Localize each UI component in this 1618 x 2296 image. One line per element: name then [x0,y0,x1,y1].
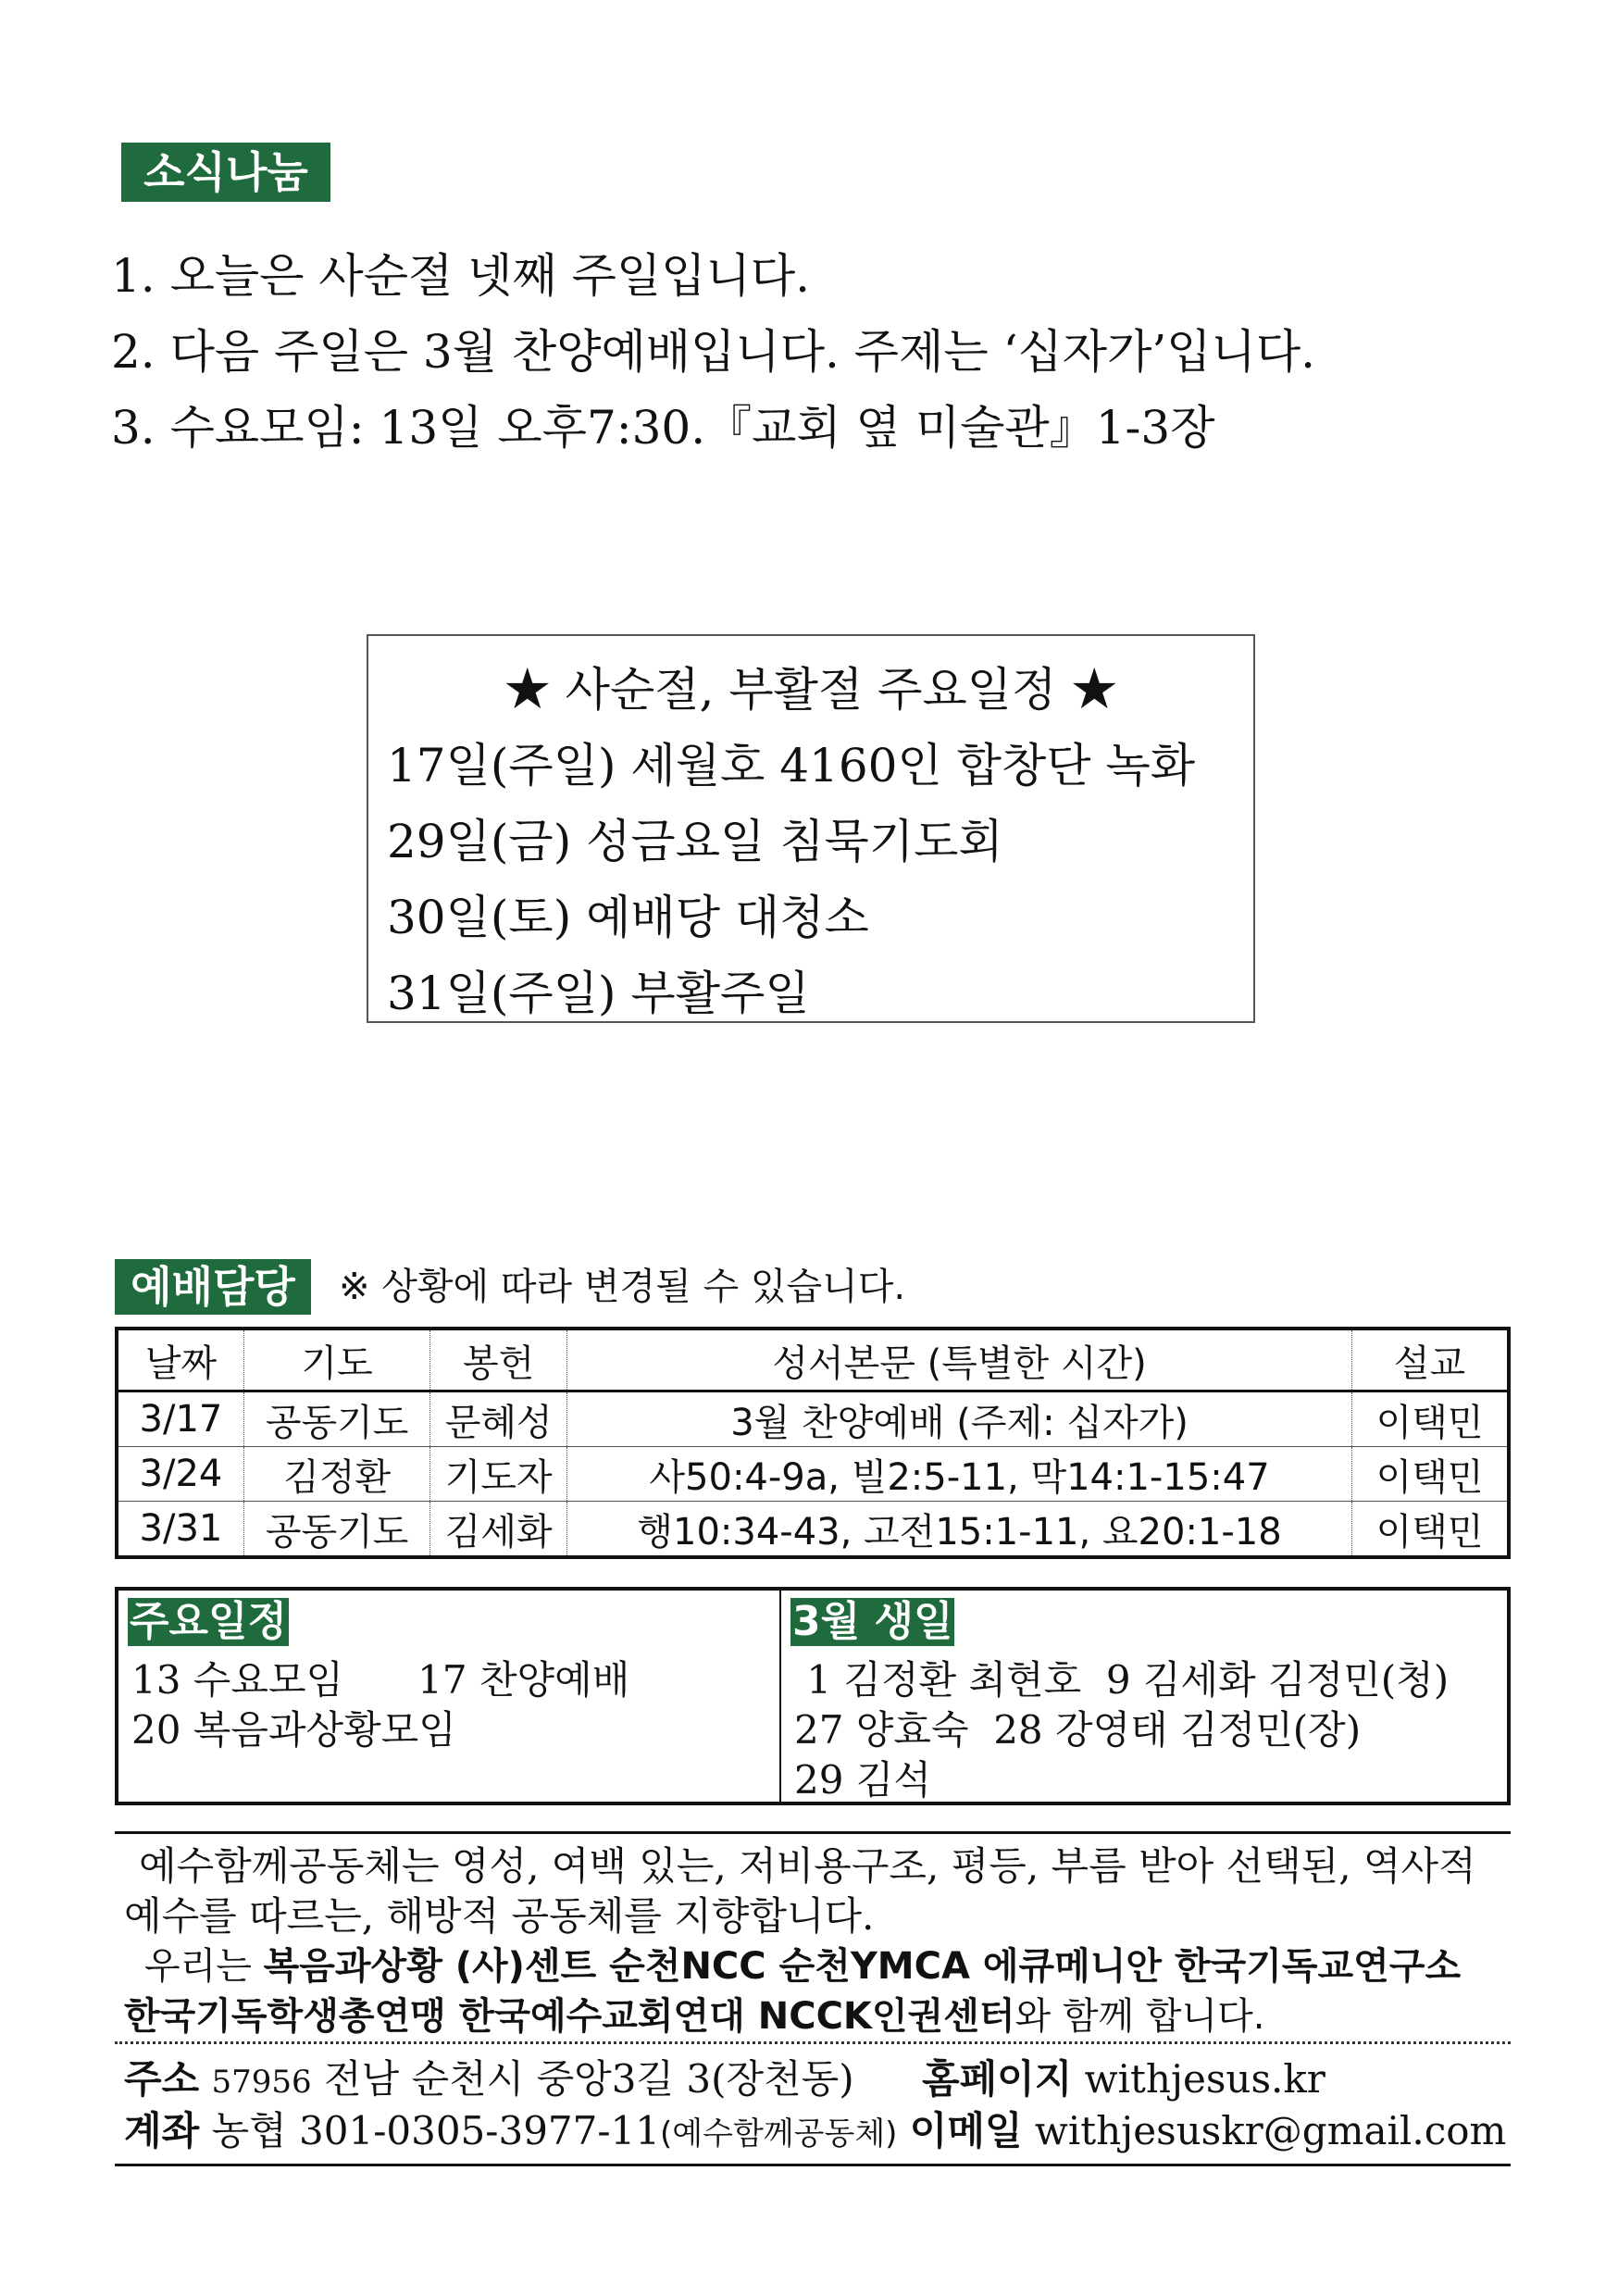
lent-schedule-item: 31일(주일) 부활주일 [387,967,810,1020]
divider [115,1831,1511,1834]
cell-sermon: 이택민 [1352,1502,1509,1558]
partners-names: 한국기독학생총연맹 한국예수교회연대 NCCK인권센터 [124,1995,1015,2038]
cell-scripture: 행10:34-43, 고전15:1-11, 요20:1-18 [566,1502,1351,1558]
cell-offering: 기도자 [430,1447,567,1502]
cell-offering: 문혜성 [430,1391,567,1447]
worship-note: ※ 상황에 따라 변경될 수 있습니다. [339,1266,906,1308]
cell-prayer: 공동기도 [243,1391,429,1447]
homepage-line [922,2053,1326,2105]
cell-offering: 김세화 [430,1502,567,1558]
homepage-label: 홈페이지 [922,2056,1073,2102]
lent-schedule-item: 17일(주일) 세월호 4160인 합창단 녹화 [387,739,1196,792]
lent-schedule-box [367,634,1255,1023]
events-line: 20 복음과상황모임 [131,1707,456,1753]
homepage-link[interactable]: withjesus.kr [1084,2056,1326,2102]
dotted-divider [115,2041,1511,2044]
events-box [115,1587,781,1805]
partners-lead: 우리는 [144,1945,252,1988]
news-item-3: 3. 수요모임: 13일 오후7:30.『교회 옆 미술관』1-3장 [111,401,1215,455]
mission-line-2: 예수를 따르는, 해방적 공동체를 지향합니다. [124,1893,875,1939]
events-line: 13 수요모임 17 찬양예배 [131,1657,630,1703]
news-item-1: 1. 오늘은 사순절 넷째 주일입니다. [111,249,811,303]
birthday-line: 1 김정환 최현호 9 김세화 김정민(청) [794,1657,1450,1703]
email-label: 이메일 [909,2108,1023,2153]
worship-section-tag: 예배담당 [115,1259,311,1315]
header-date: 날짜 [117,1329,243,1391]
cell-prayer: 공동기도 [243,1502,429,1558]
partners-line-1 [144,1940,1461,1992]
cell-date: 3/24 [117,1447,243,1502]
cell-scripture: 3월 찬양예배 (주제: 십자가) [566,1391,1351,1447]
address-line [124,2053,854,2108]
events-tag: 주요일정 [130,1598,288,1645]
cell-scripture: 사50:4-9a, 빌2:5-11, 막14:1-15:47 [566,1447,1351,1502]
birthday-tag: 3월 생일 [792,1598,953,1645]
cell-sermon: 이택민 [1352,1447,1509,1502]
worship-duty-table [115,1327,1511,1559]
header-prayer: 기도 [243,1329,429,1391]
partners-line-2 [124,1990,1264,2042]
cell-date: 3/17 [117,1391,243,1447]
lent-schedule-item: 29일(금) 성금요일 침묵기도회 [387,815,1003,868]
cell-date: 3/31 [117,1502,243,1558]
news-item-2: 2. 다음 주일은 3월 찬양예배입니다. 주제는 ‘십자가’입니다. [111,325,1316,379]
header-sermon: 설교 [1352,1329,1509,1391]
partners-names: 복음과상황 (사)센트 순천NCC 순천YMCA 에큐메니안 한국기독교연구소 [263,1945,1462,1988]
bank-name: 농협 [211,2108,287,2153]
cell-prayer: 김정환 [243,1447,429,1502]
birthday-line: 27 양효숙 28 강영태 김정민(장) [794,1707,1362,1753]
cell-sermon: 이택민 [1352,1391,1509,1447]
birthday-line: 29 김석 [794,1757,931,1803]
postcode: 57956 [211,2064,312,2101]
table-row [117,1502,1509,1558]
account-line [124,2105,1506,2160]
account-number: 301-0305-3977-11 [299,2108,660,2153]
address: 전남 순천시 중앙3길 3(장천동) [324,2056,854,2102]
account-holder: (예수함께공동체) [660,2115,898,2152]
account-label: 계좌 [124,2108,200,2153]
header-scripture: 성서본문 (특별한 시간) [566,1329,1351,1391]
birthday-box [779,1587,1511,1805]
partners-tail: 와 함께 합니다. [1014,1995,1265,2038]
table-row [117,1447,1509,1502]
news-section-tag: 소식나눔 [121,143,330,202]
address-label: 주소 [124,2056,200,2102]
table-header-row [117,1329,1509,1391]
table-row [117,1391,1509,1447]
email-link[interactable]: withjesuskr@gmail.com [1034,2108,1507,2153]
divider [115,2164,1511,2166]
lent-schedule-title: ★ 사순절, 부활절 주요일정 ★ [504,663,1118,717]
header-offering: 봉헌 [430,1329,567,1391]
mission-line-1: 예수함께공동체는 영성, 여백 있는, 저비용구조, 평등, 부름 받아 선택된, 역사적 [139,1843,1476,1889]
lent-schedule-item: 30일(토) 예배당 대청소 [387,891,869,944]
